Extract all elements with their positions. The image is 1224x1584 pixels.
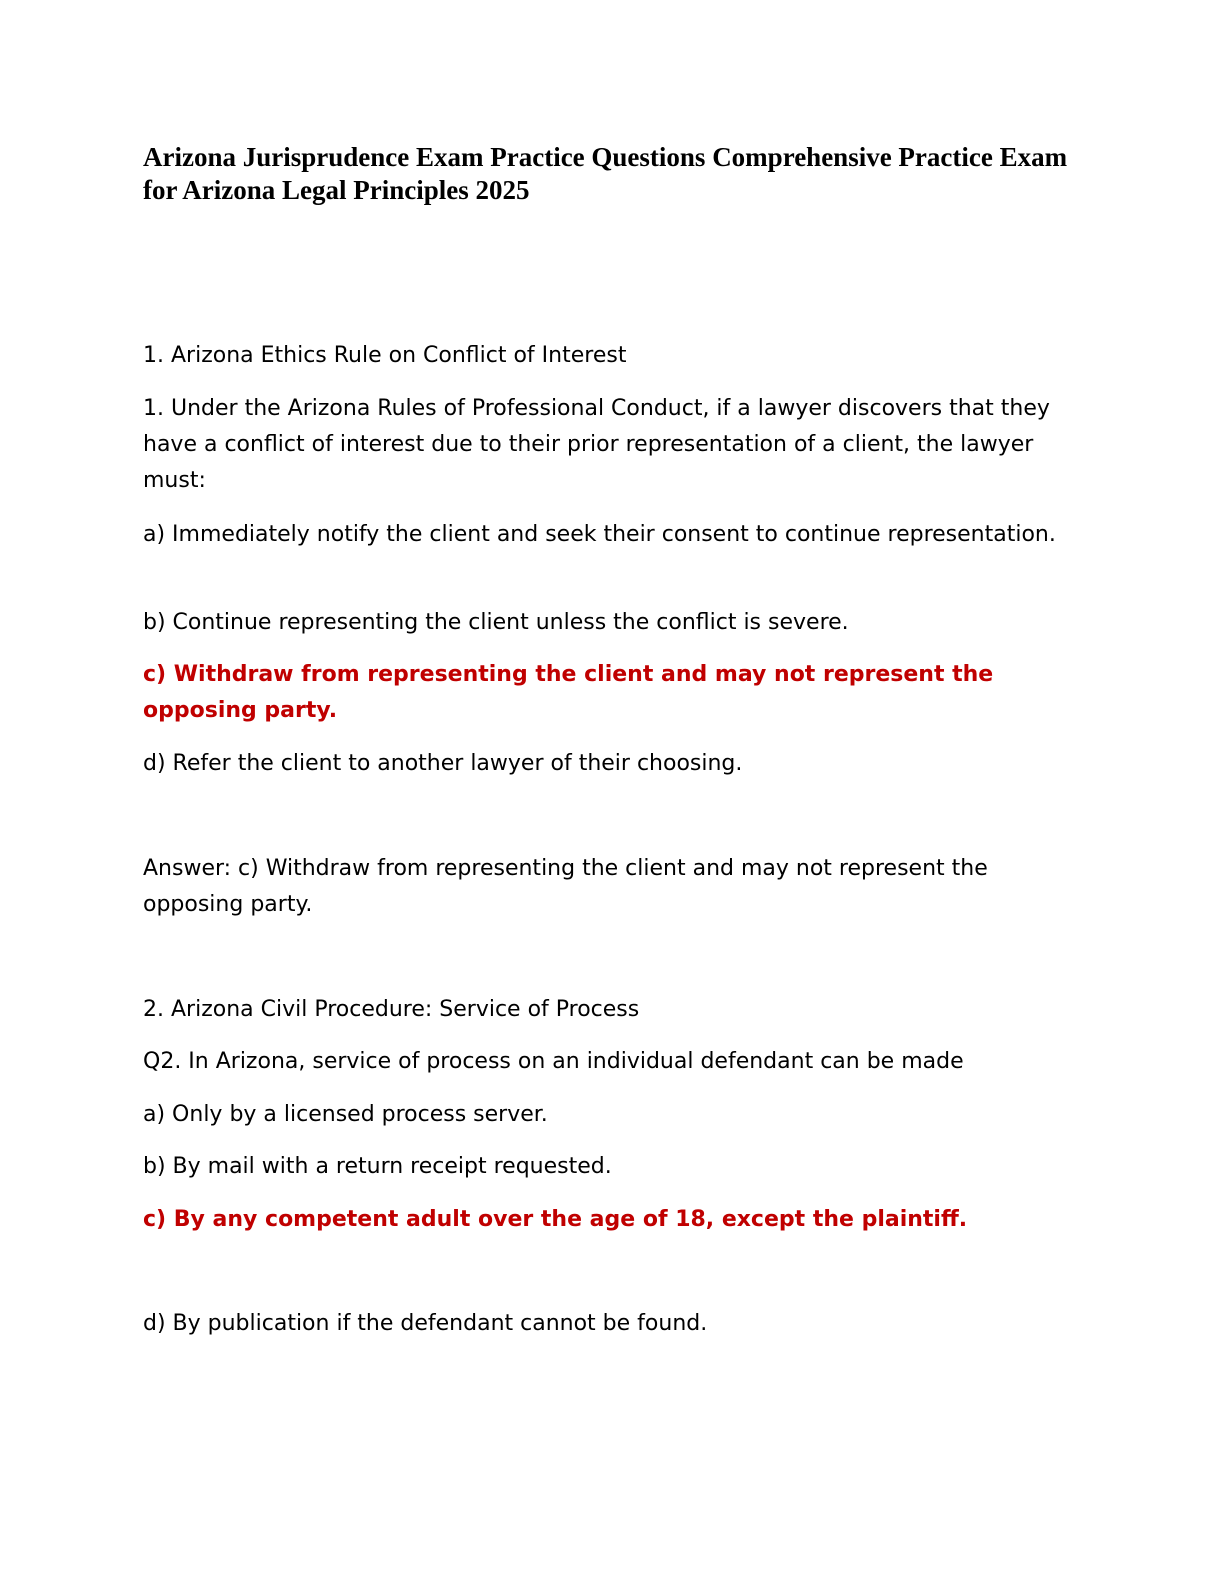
q1-option-d: d) Refer the client to another lawyer of their choosing. <box>143 751 743 776</box>
q2-option-c-correct: c) By any competent adult over the age of 18, except the plaintiff. <box>143 1207 968 1232</box>
q2-option-b: b) By mail with a return receipt requested. <box>143 1154 612 1179</box>
document-title: Arizona Jurisprudence Exam Practice Questions Comprehensive Practice Exam for Arizona Legal Principles 2025 <box>143 142 1068 205</box>
q2-section-heading: 2. Arizona Civil Procedure: Service of Process <box>143 997 640 1022</box>
q1-option-c-correct: c) Withdraw from representing the client and may not represent the opposing party. <box>143 662 994 723</box>
q2-option-a: a) Only by a licensed process server. <box>143 1102 548 1127</box>
q1-prompt: 1. Under the Arizona Rules of Professional Conduct, if a lawyer discovers that they have a conflict of interest due to their prior representation of a client, the lawyer must: <box>143 396 1050 493</box>
q1-option-b: b) Continue representing the client unless the conflict is severe. <box>143 610 849 635</box>
q2-option-d: d) By publication if the defendant cannot be found. <box>143 1311 708 1336</box>
q1-option-a: a) Immediately notify the client and seek their consent to continue representation. <box>143 522 1056 547</box>
q1-answer: Answer: c) Withdraw from representing the client and may not represent the opposing party. <box>143 856 988 917</box>
q2-prompt: Q2. In Arizona, service of process on an individual defendant can be made <box>143 1049 964 1074</box>
q1-section-heading: 1. Arizona Ethics Rule on Conflict of Interest <box>143 343 627 368</box>
